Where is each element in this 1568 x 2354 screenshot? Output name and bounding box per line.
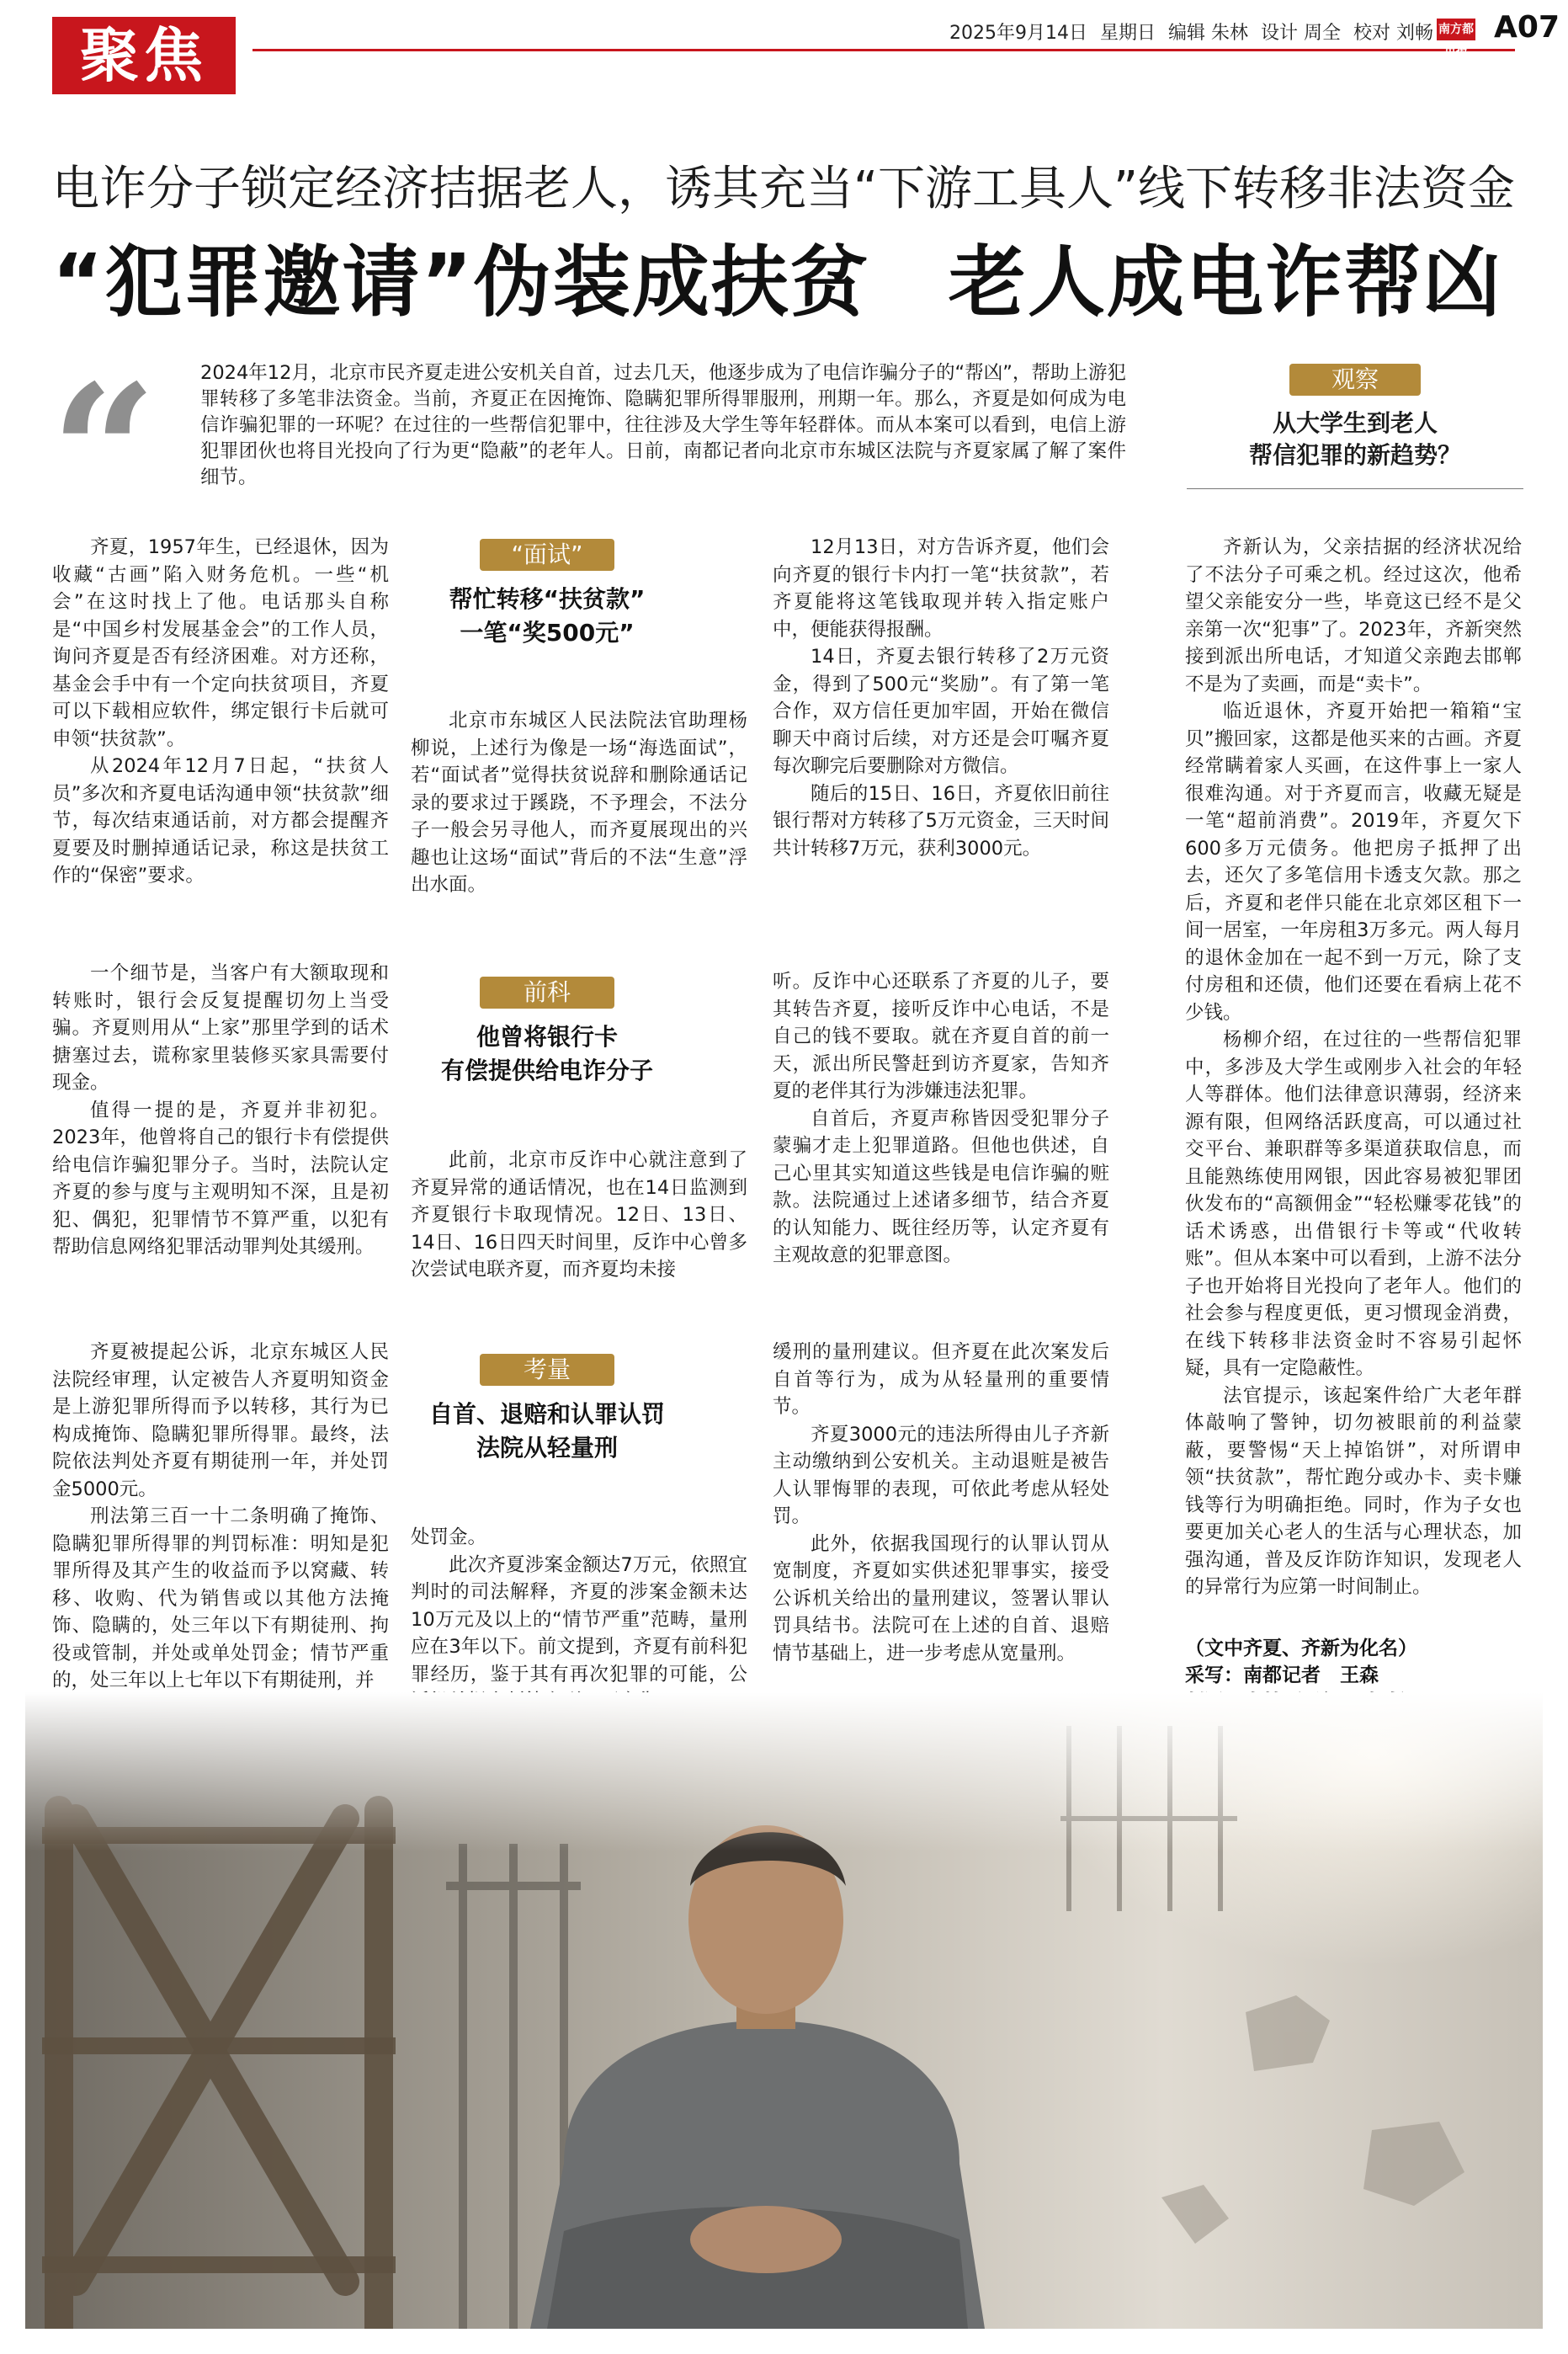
paragraph: 一个细节是，当客户有大额取现和转账时，银行会反复提醒切勿上当受骗。齐夏则用从“上家”那里学到的话术搪塞过去，谎称家里装修买家具需要付现金。 xyxy=(52,962,389,1094)
col2-block2 xyxy=(411,1147,747,1284)
paragraph: 处罚金。 xyxy=(411,1526,487,1548)
observe-rule xyxy=(1187,488,1523,489)
paragraph: 刑法第三百一十二条明确了掩饰、隐瞒犯罪所得罪的判罚标准：明知是犯罪所得及其产生的收益而予以窝藏、转移、收购、代为销售或以其他方法掩饰、隐瞒的，处三年以下有期徒刑、拘役或管制，并处或单处罚金；情节严重的，处三年以上七年以下有期徒刑，并 xyxy=(52,1505,389,1691)
issue-weekday: 星期日 xyxy=(1099,23,1156,44)
alias-note: （文中齐夏、齐新为化名） xyxy=(1185,1638,1417,1659)
main-headline: “犯罪邀请”伪装成扶贫 老人成电诈帮凶 xyxy=(52,237,1502,328)
interview-tag: “面试” xyxy=(480,539,614,571)
col1-block1 xyxy=(52,534,389,890)
paragraph: 此外，依据我国现行的认罪认罚从宽制度，齐夏如实供述犯罪事实，接受公诉机关给出的量刑建议，签署认罪认罚具结书。法院可在上述的自首、退赔情节基础上，进一步考虑从宽量刑。 xyxy=(773,1532,1109,1664)
paragraph: 12月13日，对方告诉齐夏，他们会向齐夏的银行卡内打一笔“扶贫款”，若齐夏能将这笔钱取现并转入指定账户中，便能获得报酬。 xyxy=(773,536,1109,641)
col1-block3 xyxy=(52,1339,389,1695)
paper-logo: 南方都市报 xyxy=(1437,19,1475,40)
page-number: A07 xyxy=(1494,10,1560,45)
consider-title xyxy=(408,1398,686,1465)
paragraph: 值得一提的是，齐夏并非初犯。2023年，他曾将自己的银行卡有偿提供给电信诈骗犯罪分子。当时，法院认定齐夏的参与度与主观明知不深，且是初犯、偶犯，犯罪情节不算严重，以犯有帮助信息网络犯罪活动罪判处其缓刑。 xyxy=(52,1099,389,1258)
paragraph: 此次齐夏涉案金额达7万元，依照宜判时的司法解释，齐夏的涉案金额未达10万元及以上的“情节严重”范畴，量刑应在3年以下。前文提到，齐夏有前科犯罪经历，鉴于其有再次犯罪的可能，公 xyxy=(411,1553,747,1686)
col3-block2 xyxy=(773,968,1109,1270)
page-meta xyxy=(943,19,1433,45)
paragraph: 北京市东城区人民法院法官助理杨柳说，上述行为像是一场“海选面试”，若“面试者”觉得扶贫说辞和删除通话记录的要求过于蹊跷，不予理会，不法分子一般会另寻他人，而齐夏展现出的兴趣也让这场“面试”背后的不法“生意”浮出水面。 xyxy=(411,710,747,896)
issue-date: 2025年9月14日 xyxy=(949,23,1087,44)
lead-paragraph: 2024年12月，北京市民齐夏走进公安机关自首，过去几天，他逐步成为了电信诈骗分子的“帮凶”，帮助上游犯罪转移了多笔非法资金。当前，齐夏正在因掩饰、隐瞒犯罪所得罪服刑，刑期一年。那么，齐夏是如何成为电信诈骗犯罪的一环呢？在过往的一些帮信犯罪中，往往涉及大学生等年轻群体。而从本案可以看到，电信上游犯罪团伙也将目光投向了行为更“隐蔽”的老年人。日前，南都记者向北京市东城区法院与齐夏家属了解了案件细节。 xyxy=(200,362,1126,488)
record-title-line2: 有偿提供给电诈分子 xyxy=(440,1057,653,1084)
col2-block3 xyxy=(411,1524,747,1716)
sub-headline: 电诈分子锁定经济拮据老人，诱其充当“下游工具人”线下转移非法资金 xyxy=(52,162,1516,216)
paragraph: 齐夏，1957年生，已经退休，因为收藏“古画”陷入财务危机。一些“机会”在这时找上了他。电话那头自称是“中国乡村发展基金会”的工作人员，询问齐夏是否有经济困难。对方还称，基金会手中有一个定向扶贫项目，齐夏可以下载相应软件，绑定银行卡后就可申领“扶贫款”。 xyxy=(52,536,389,750)
interview-title-line1: 帮忙转移“扶贫款” xyxy=(449,585,646,613)
proofreader-credit: 校对 刘畅 xyxy=(1353,23,1433,44)
consider-title-line1: 自首、退赔和认罪认罚 xyxy=(428,1400,665,1428)
interview-title xyxy=(408,583,686,650)
reporter-credit: 采写：南都记者 王森 xyxy=(1185,1664,1379,1686)
top-rule xyxy=(252,49,1515,51)
record-tag: 前科 xyxy=(480,977,614,1009)
paragraph: 此前，北京市反诈中心就注意到了齐夏异常的通话情况，也在14日监测到齐夏银行卡取现情况。12日、13日、14日、16日四天时间里，反诈中心曾多次尝试电联齐夏，而齐夏均未接 xyxy=(411,1149,747,1281)
observe-title-line2: 帮信犯罪的新趋势？ xyxy=(1248,441,1461,469)
col4-block xyxy=(1185,534,1522,1601)
paragraph: 听。反诈中心还联系了齐夏的儿子，要其转告齐夏，接听反诈中心电话，不是自己的钱不要取。就在齐夏自首的前一天，派出所民警赶到访齐夏家，告知齐夏的老伴其行为涉嫌违法犯罪。 xyxy=(773,971,1109,1102)
col3-block1 xyxy=(773,534,1109,862)
col2-block1 xyxy=(411,707,747,899)
observe-title xyxy=(1187,407,1523,471)
col3-block3 xyxy=(773,1339,1109,1667)
observe-tag: 观察 xyxy=(1289,364,1421,396)
paragraph: 14日，齐夏去银行转移了2万元资金，得到了500元“奖励”。有了第一笔合作，双方信任更加牢固，开始在微信聊天中商讨后续，对方还是会叮嘱齐夏每次聊完后要删除对方微信。 xyxy=(773,646,1109,777)
paragraph: 从2024年12月7日起，“扶贫人员”多次和齐夏电话沟通申领“扶贫款”细节，每次结束通话前，对方都会提醒齐夏要及时删掉通话记录，称这是扶贫工作的“保密”要求。 xyxy=(52,755,389,887)
editor-credit: 编辑 朱林 xyxy=(1168,23,1248,44)
consider-tag: 考量 xyxy=(480,1354,614,1386)
illustration-elderly-man-prison xyxy=(25,1692,1543,2329)
paragraph: 自首后，齐夏声称皆因受犯罪分子蒙骗才走上犯罪道路。但他也供述，自己心里其实知道这些钱是电信诈骗的赃款。法院通过上述诸多细节，结合齐夏的认知能力、既往经历等，认定齐夏有主观故意的犯罪意图。 xyxy=(773,1107,1109,1266)
paragraph: 随后的15日、16日，齐夏依旧前往银行帮对方转移了5万元资金，三天时间共计转移7万元，获利3000元。 xyxy=(773,782,1109,860)
paragraph: 缓刑的量刑建议。但齐夏在此次案发后自首等行为，成为从轻量刑的重要情节。 xyxy=(773,1341,1109,1418)
observe-title-line1: 从大学生到老人 xyxy=(1272,409,1438,437)
col1-block2 xyxy=(52,960,389,1261)
record-title xyxy=(408,1020,686,1088)
paragraph: 临近退休，齐夏开始把一箱箱“宝贝”搬回家，这都是他买来的古画。齐夏经常瞒着家人买画，在这件事上一家人很难沟通。对于齐夏而言，收藏无疑是一笔“超前消费”。2019年，齐夏欠下600多万元债务。他把房子抵押了出去，还欠了多笔信用卡透支欠款。那之后，齐夏和老伴只能在北京郊区租下一间一居室，一年房租3万多元。两人每月的退休金加在一起不到一万元，除了支付房租和还债，他们还要在看病上花不少钱。 xyxy=(1185,700,1522,1024)
consider-title-line2: 法院从轻量刑 xyxy=(476,1434,618,1462)
interview-title-line2: 一笔“奖500元” xyxy=(460,619,635,647)
quote-mark-icon: “ xyxy=(50,344,157,562)
top-fade xyxy=(25,1692,1543,2329)
paragraph: 齐夏3000元的违法所得由儿子齐新主动缴纳到公安机关。主动退赃是被告人认罪悔罪的表现，可依此考虑从轻处罚。 xyxy=(773,1423,1109,1527)
record-title-line1: 他曾将银行卡 xyxy=(476,1023,618,1051)
paragraph: 齐新认为，父亲拮据的经济状况给了不法分子可乘之机。经过这次，他希望父亲能安分一些，毕竟这已经不是父亲第一次“犯事”了。2023年，齐新突然接到派出所电话，才知道父亲跑去邯郸不是为了卖画，而是“卖卡”。 xyxy=(1185,536,1522,695)
paragraph: 杨柳介绍，在过往的一些帮信犯罪中，多涉及大学生或刚步入社会的年轻人等群体。他们法律意识薄弱，经济来源有限，但网络活跃度高，可以通过社交平台、兼职群等多渠道获取信息，而且能熟练使用网银，因此容易被犯罪团伙发布的“高额佣金”“轻松赚零花钱”的话术诱惑，出借银行卡等或“代收转账”。但从本案中可以看到，上游不法分子也开始将目光投向了老年人。他们的社会参与程度更低，更习惯现金消费，在线下转移非法资金时不容易引起怀疑，具有一定隐蔽性。 xyxy=(1185,1029,1522,1379)
paragraph: 法官提示，该起案件给广大老年群体敲响了警钟，切勿被眼前的利益蒙蔽，要警惕“天上掉馅饼”，对所谓申领“扶贫款”，帮忙跑分或办卡、卖卡赚钱等行为明确拒绝。同时，作为子女也要更加关心老人的生活与心理状态，加强沟通，普及反诈防诈知识，发现老人的异常行为应第一时间制止。 xyxy=(1185,1384,1522,1598)
designer-credit: 设计 周全 xyxy=(1261,23,1341,44)
paragraph: 齐夏被提起公诉，北京东城区人民法院经审理，认定被告人齐夏明知资金是上游犯罪所得而予以转移，其行为已构成掩饰、隐瞒犯罪所得罪。最终，法院依法判处齐夏有期徒刑一年，并处罚金5000元。 xyxy=(52,1341,389,1500)
section-tag: 聚焦 xyxy=(52,17,236,94)
